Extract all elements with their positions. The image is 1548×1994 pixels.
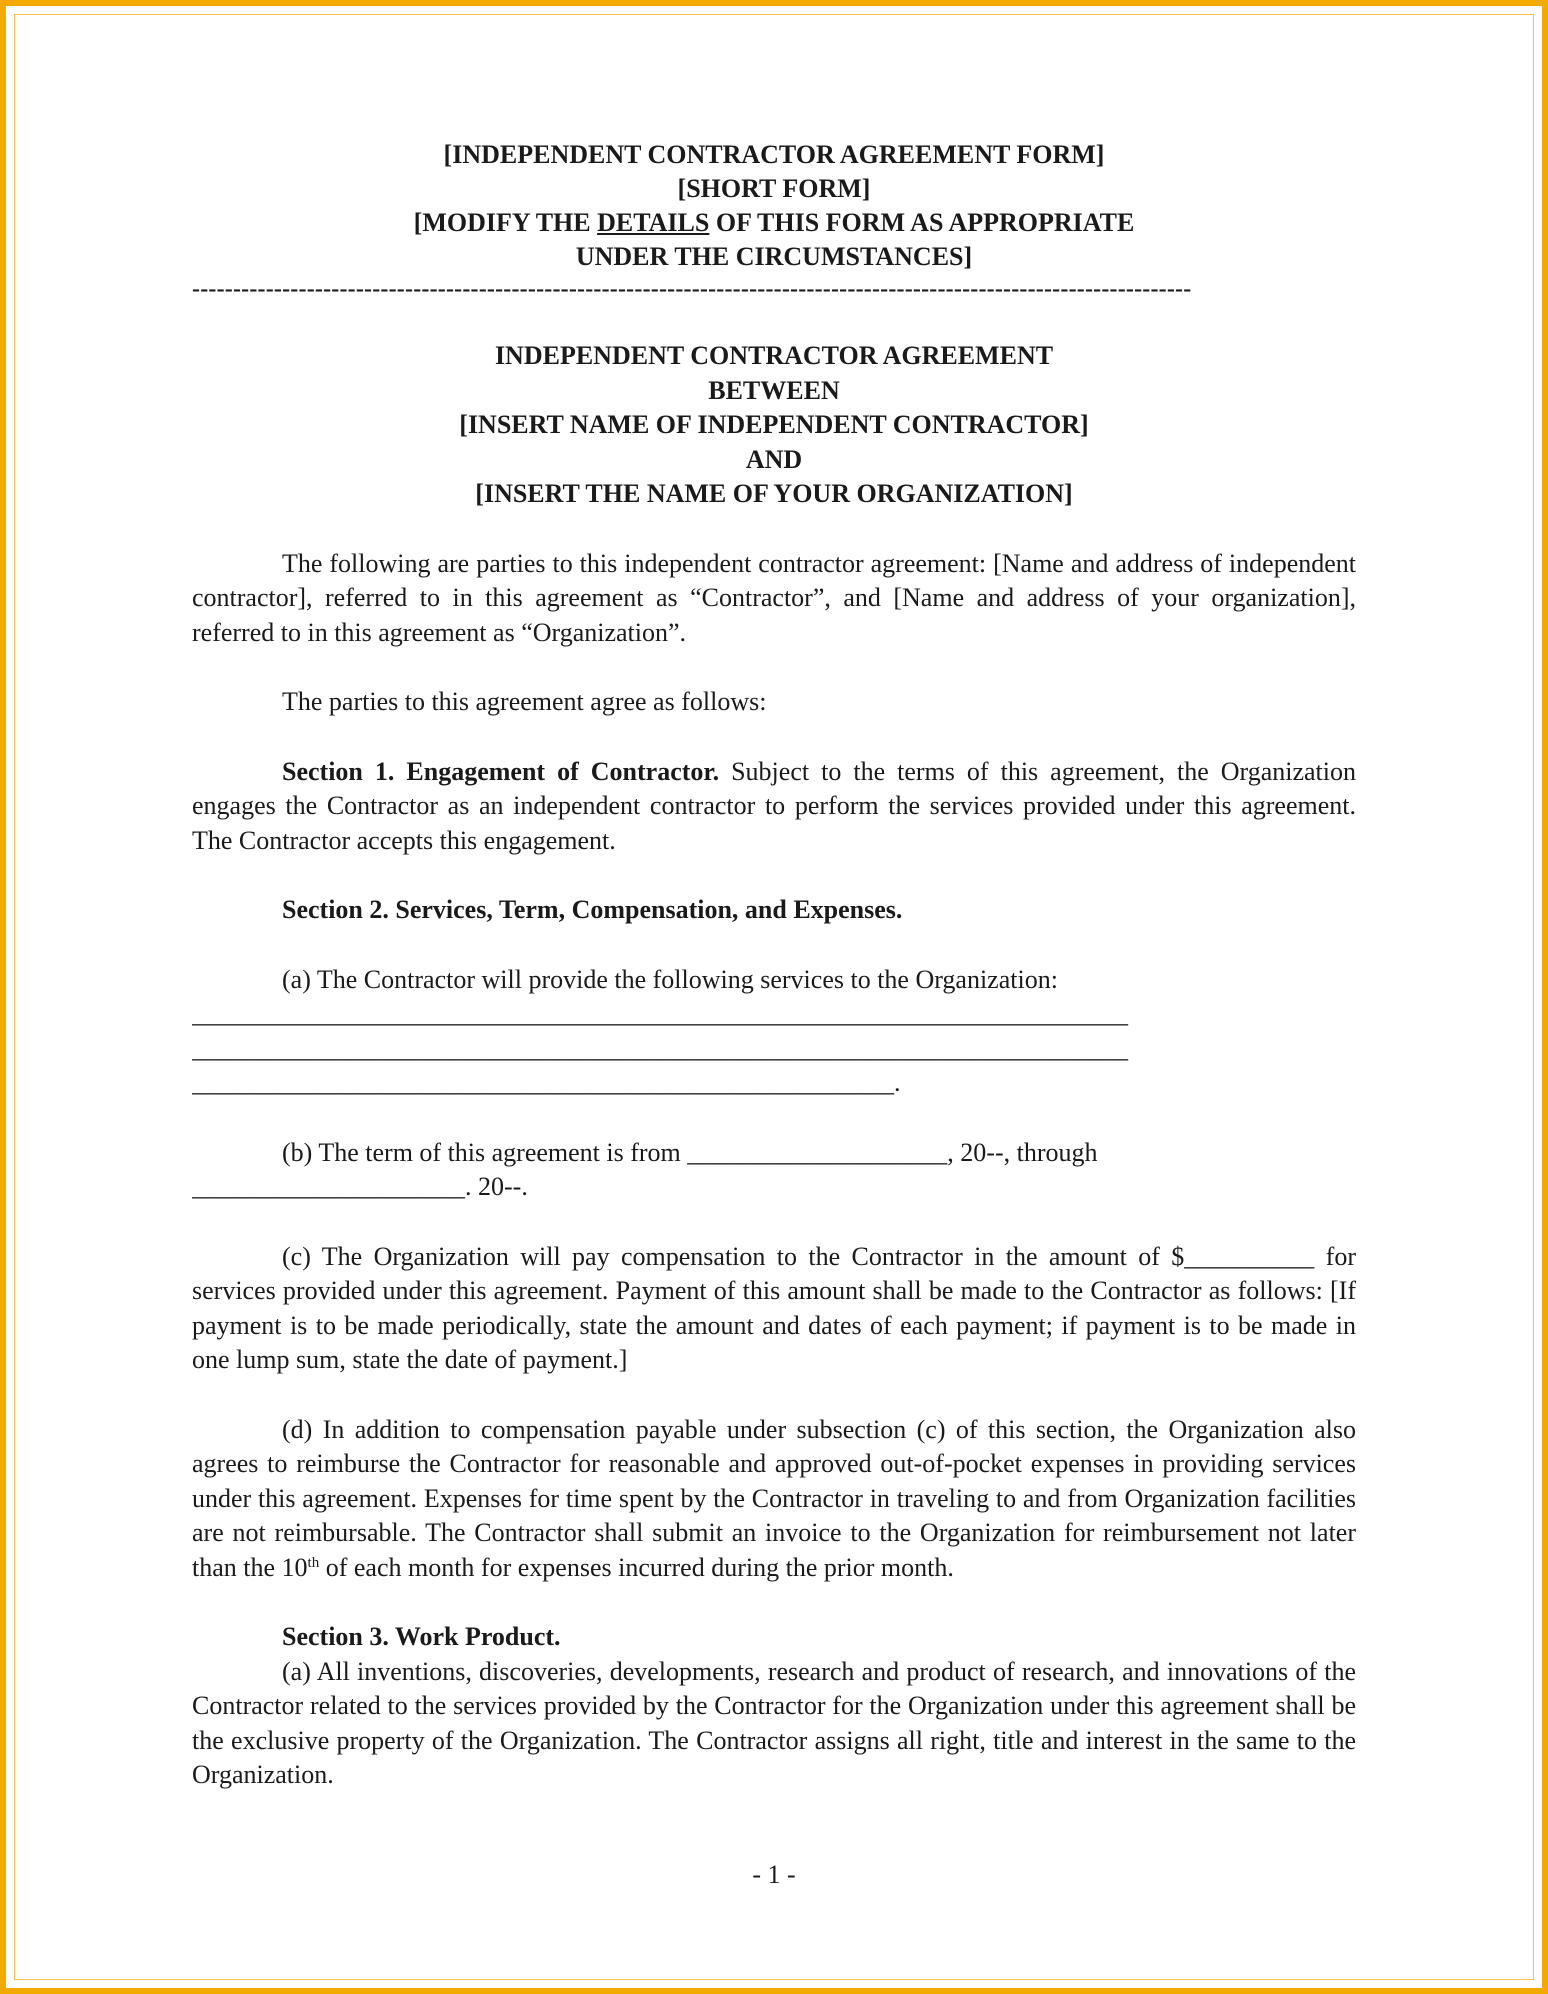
page-number: - 1 - [752, 1860, 796, 1889]
title-line-3: [INSERT NAME OF INDEPENDENT CONTRACTOR] [459, 410, 1089, 439]
section-1-heading: Section 1. Engagement of Contractor. [282, 756, 720, 786]
agree-paragraph: The parties to this agreement agree as follows: [282, 687, 767, 716]
title-line-1: INDEPENDENT CONTRACTOR AGREEMENT [494, 341, 1054, 370]
title-line-5: [INSERT THE NAME OF YOUR ORGANIZATION] [475, 479, 1073, 508]
form-header [192, 138, 1356, 274]
section-2d-text-end: of each month for expenses incurred during the prior month. [319, 1552, 954, 1582]
header-line-4: UNDER THE CIRCUMSTANCES] [575, 242, 973, 271]
agreement-title [192, 339, 1356, 512]
header-line-3-underlined: DETAILS [597, 208, 710, 237]
term-line-1: (b) The term of this agreement is from ____________________, 20--, through [282, 1137, 1098, 1167]
services-blank-line-1: ________________________________________________________________________ [192, 999, 1128, 1028]
title-line-4: AND [745, 444, 803, 474]
section-1-text: Subject to the terms of this agreement, the Organization engages the Contractor as an independent contractor to perform the services provided under this agreement. The Contractor accepts this engagement. [192, 756, 1357, 855]
section-2-heading: Section 2. Services, Term, Compensation, and Expenses. [282, 895, 903, 924]
header-line-1: [INDEPENDENT CONTRACTOR AGREEMENT FORM] [443, 140, 1105, 169]
services-blank-line-3: ______________________________________________________. [192, 1068, 901, 1097]
header-line-3 [192, 206, 1356, 240]
dashed-separator: -------------------------------------------------------------------------------------------------------------------------- [192, 276, 1192, 302]
header-line-3-pre: [MODIFY THE [413, 208, 598, 237]
section-2a-paragraph: (a) The Contractor will provide the following services to the Organization: [282, 964, 1058, 994]
section-2c-paragraph: (c) The Organization will pay compensation to the Contractor in the amount of $__________ for services provided under this agreement. Payment of this amount shall be made to the Contractor as follows: [If payment is to be made periodically, state the amount and dates of each payment; if payment is to be made in one lump sum, state the date of payment.] [192, 1241, 1356, 1374]
section-2d-superscript: th [307, 1554, 320, 1571]
services-blank-line-2: ________________________________________________________________________ [192, 1033, 1128, 1063]
title-line-2: BETWEEN [708, 375, 840, 405]
section-2b-paragraph [192, 1136, 1356, 1205]
section-3a-paragraph: (a) All inventions, discoveries, developments, research and product of research, and innovations of the Contractor related to the services provided by the Contractor for the Organization under this agreement shall be the exclusive property of the Organization. The Contractor assigns all right, title and interest in the same to the Organization. [192, 1656, 1356, 1789]
document-page [192, 138, 1356, 1793]
section-2d-text: (d) In addition to compensation payable under subsection (c) of this section, the Organization also agrees to reimburse the Contractor for reasonable and approved out-of-pocket expenses in providing services under this agreement. Expenses for time spent by the Contractor in traveling to and from Organization facilities are not reimbursable. The Contractor shall submit an invoice to the Organization for reimbursement not later than the 10 [192, 1414, 1356, 1582]
section-1-paragraph [192, 755, 1356, 859]
header-line-3-post: OF THIS FORM AS APPROPRIATE [709, 208, 1135, 237]
section-2d-paragraph [192, 1413, 1356, 1586]
term-line-2: _____________________. 20--. [192, 1172, 528, 1201]
section-3-heading: Section 3. Work Product. [282, 1622, 561, 1651]
header-line-2: [SHORT FORM] [677, 174, 871, 203]
intro-paragraph: The following are parties to this independent contractor agreement: [Name and address of independent contractor], referred to in this agreement as “Contractor”, and [Name and address of your organization], referred to in this agreement as “Organization”. [192, 548, 1356, 647]
